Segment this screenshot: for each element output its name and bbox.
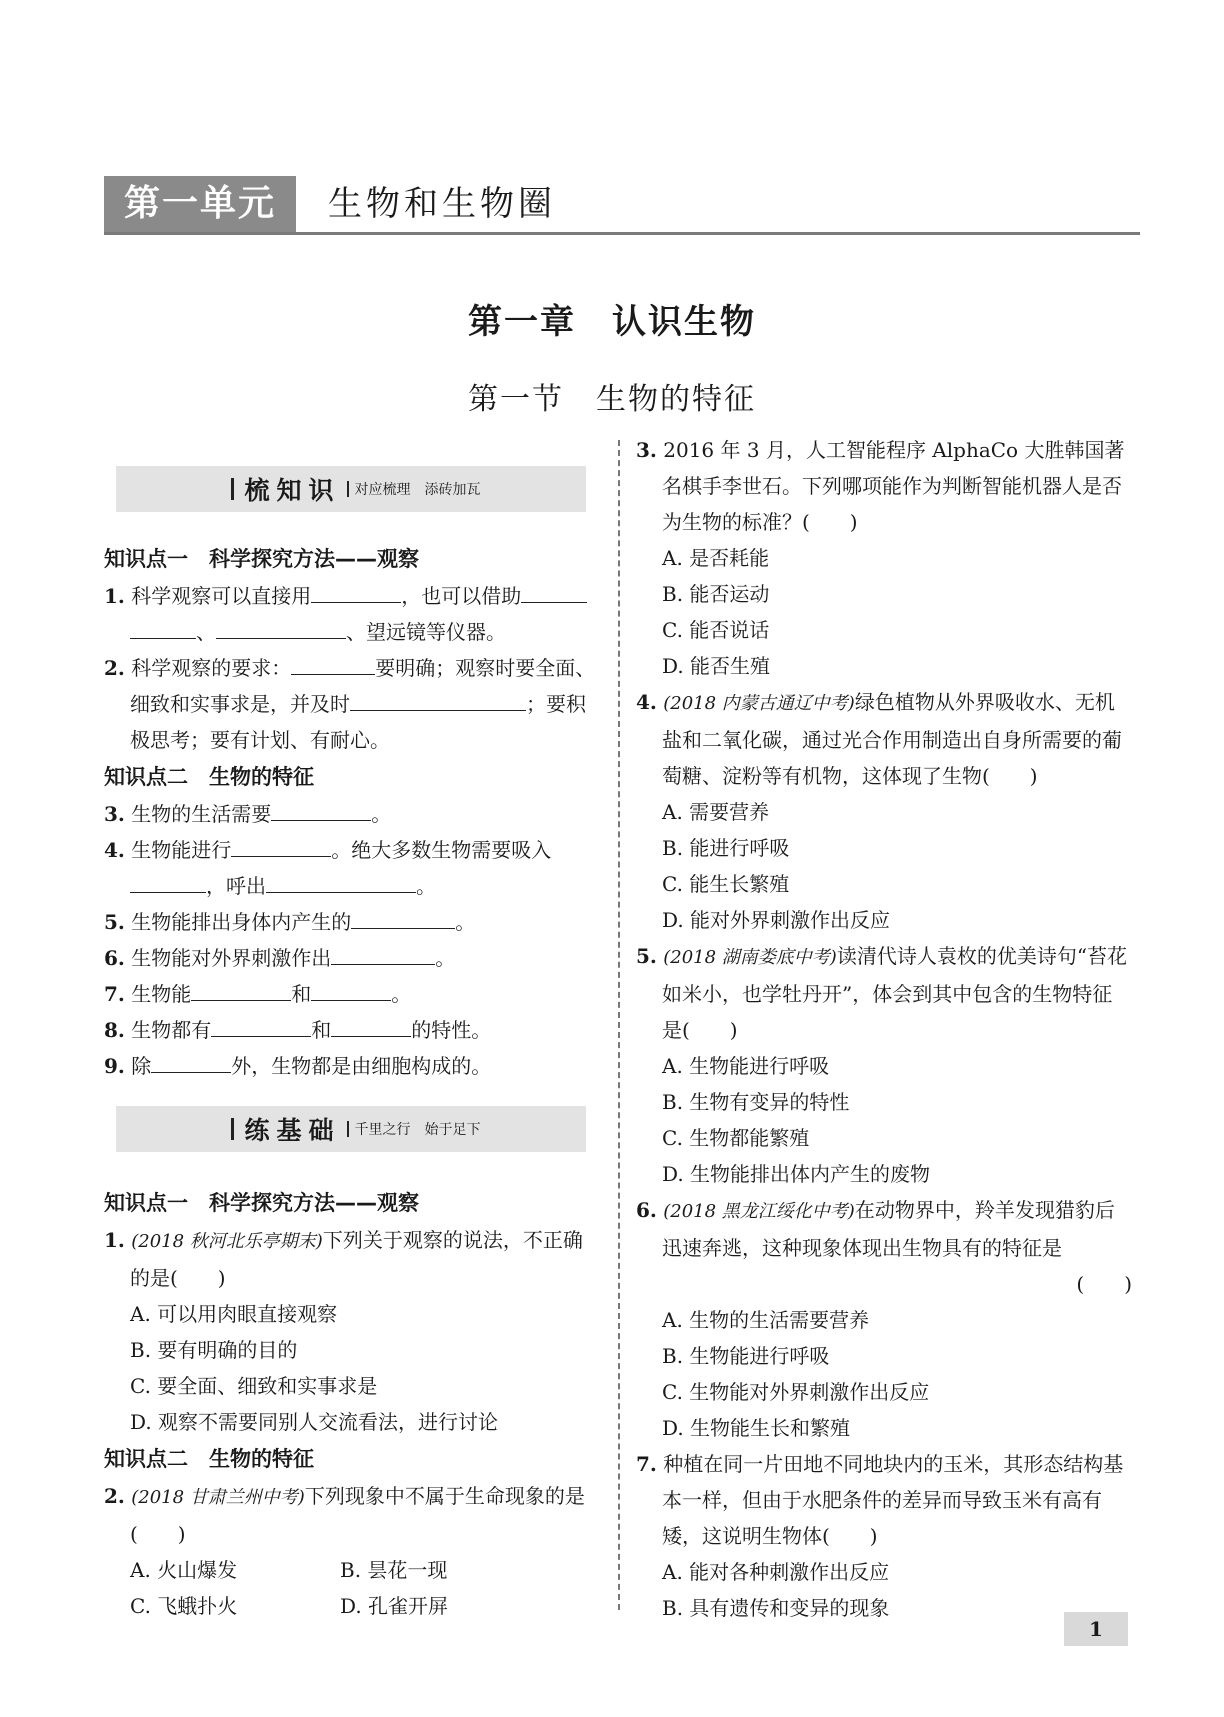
answer-blank[interactable] xyxy=(216,616,346,639)
answer-blank[interactable] xyxy=(351,906,455,929)
answer-blank[interactable] xyxy=(311,978,391,1001)
banner-bar xyxy=(347,1121,349,1137)
exercise-3 xyxy=(636,432,1132,540)
question-number: 1. xyxy=(104,584,125,608)
exercise-5 xyxy=(636,938,1132,1048)
question-text: 、望远镜等仪器。 xyxy=(346,620,506,644)
question-7 xyxy=(104,976,600,1012)
question-text: 科学观察可以直接用 xyxy=(131,584,312,608)
question-number: 1. xyxy=(104,1228,125,1252)
question-text: 、 xyxy=(196,620,216,644)
answer-blank[interactable] xyxy=(211,1014,311,1037)
banner-subtitle: 对应梳理 添砖加瓦 xyxy=(354,482,481,498)
option[interactable]: A. 火山爆发 xyxy=(130,1558,238,1582)
option[interactable]: A. 能对各种刺激作出反应 xyxy=(662,1560,890,1584)
option[interactable]: A. 可以用肉眼直接观察 xyxy=(130,1302,338,1326)
question-number: 6. xyxy=(636,1198,657,1222)
page-number: 1 xyxy=(1064,1612,1128,1646)
question-source: (2018 湖南娄底中考) xyxy=(663,947,837,968)
option[interactable]: C. 能否说话 xyxy=(662,618,770,642)
option[interactable]: D. 能对外界刺激作出反应 xyxy=(662,908,891,932)
question-text: 要明确；观察时要全面、细致和实事求是，并及时 xyxy=(130,656,596,716)
question-text: 和 xyxy=(291,982,312,1006)
question-text: 科学观察的要求： xyxy=(131,656,292,680)
option[interactable]: B. 能否运动 xyxy=(662,582,770,606)
question-1 xyxy=(104,578,600,650)
answer-blank[interactable] xyxy=(331,1014,411,1037)
chapter-title: 第一章 认识生物 xyxy=(468,302,756,342)
question-text: 生物都有 xyxy=(131,1018,212,1042)
option[interactable]: D. 能否生殖 xyxy=(662,654,771,678)
question-number: 4. xyxy=(104,838,125,862)
exercise-2 xyxy=(104,1478,600,1552)
question-8 xyxy=(104,1012,600,1048)
question-source: (2018 黑龙江绥化中考) xyxy=(663,1201,855,1222)
answer-blank[interactable] xyxy=(151,1050,231,1073)
option[interactable]: C. 飞蛾扑火 xyxy=(130,1594,238,1618)
unit-rule xyxy=(104,232,1140,235)
option[interactable]: C. 能生长繁殖 xyxy=(662,872,790,896)
answer-blank[interactable] xyxy=(191,978,291,1001)
question-text: 除 xyxy=(131,1054,152,1078)
question-text: ，呼出 xyxy=(206,874,266,898)
column-divider xyxy=(618,440,620,1610)
answer-blank[interactable] xyxy=(231,834,331,857)
question-text: 。 xyxy=(371,802,392,826)
question-source: (2018 内蒙古通辽中考) xyxy=(663,693,855,714)
banner-knowledge xyxy=(116,466,586,512)
option[interactable]: D. 生物能生长和繁殖 xyxy=(662,1416,851,1440)
question-text: 2016 年 3 月，人工智能程序 AlphaCo 大胜韩国著名棋手李世石。下列哪项能作为判断智能机器人是否为生物的标准？( ) xyxy=(662,438,1125,534)
option[interactable]: B. 生物能进行呼吸 xyxy=(662,1344,830,1368)
answer-blank[interactable] xyxy=(521,580,587,603)
question-text: 读清代诗人袁枚的优美诗句“苔花如米小，也学牡丹开”，体会到其中包含的生物特征是( ) xyxy=(662,944,1128,1042)
question-source: (2018 甘肃兰州中考) xyxy=(131,1487,305,1508)
question-text: 和 xyxy=(311,1018,332,1042)
question-text: 绿色植物从外界吸收水、无机盐和二氧化碳，通过光合作用制造出自身所需要的葡萄糖、淀粉等有机物，这体现了生物( ) xyxy=(662,690,1122,788)
question-number: 3. xyxy=(104,802,125,826)
option[interactable]: C. 生物能对外界刺激作出反应 xyxy=(662,1380,930,1404)
option-row xyxy=(104,1552,600,1588)
option[interactable]: C. 生物都能繁殖 xyxy=(662,1126,810,1150)
question-text: 。 xyxy=(455,910,476,934)
left-column-knowledge xyxy=(104,540,600,1084)
option[interactable]: D. 孔雀开屏 xyxy=(340,1594,449,1618)
question-text: 生物能 xyxy=(131,982,192,1006)
question-number: 4. xyxy=(636,690,657,714)
unit-header xyxy=(104,176,1140,236)
answer-blank[interactable] xyxy=(266,870,416,893)
question-number: 7. xyxy=(104,982,125,1006)
question-number: 2. xyxy=(104,656,125,680)
answer-blank[interactable] xyxy=(350,688,526,711)
question-number: 3. xyxy=(636,438,657,462)
banner-bar xyxy=(347,481,349,497)
option[interactable]: C. 要全面、细致和实事求是 xyxy=(130,1374,378,1398)
option[interactable]: A. 是否耗能 xyxy=(662,546,770,570)
question-text: 生物能排出身体内产生的 xyxy=(131,910,352,934)
exercise-6 xyxy=(636,1192,1132,1266)
question-text: 下列关于观察的说法，不正确的是( ) xyxy=(130,1228,583,1290)
question-number: 5. xyxy=(104,910,125,934)
option-row xyxy=(104,1588,600,1624)
question-text: 生物能对外界刺激作出 xyxy=(131,946,332,970)
question-5 xyxy=(104,904,600,940)
exercise-4 xyxy=(636,684,1132,794)
question-number: 2. xyxy=(104,1484,125,1508)
question-text: 的特性。 xyxy=(411,1018,492,1042)
banner-title: 练基础 xyxy=(244,1116,341,1145)
question-3 xyxy=(104,796,600,832)
knowledge-point-heading: 知识点一 科学探究方法——观察 xyxy=(104,1191,419,1215)
exercise-7 xyxy=(636,1446,1132,1554)
knowledge-point-heading: 知识点一 科学探究方法——观察 xyxy=(104,547,419,571)
question-number: 7. xyxy=(636,1452,657,1476)
unit-title: 生物和生物圈 xyxy=(328,184,556,224)
option[interactable]: B. 昙花一现 xyxy=(340,1558,448,1582)
banner-bar xyxy=(231,478,234,500)
option[interactable]: B. 具有遗传和变异的现象 xyxy=(662,1596,890,1620)
question-text: 。 xyxy=(391,982,412,1006)
answer-blank[interactable] xyxy=(311,580,401,603)
question-source: (2018 秋河北乐亭期末) xyxy=(131,1231,323,1252)
question-text: 在动物界中，羚羊发现猎豹后迅速奔逃，这种现象体现出生物具有的特征是 xyxy=(662,1198,1115,1260)
answer-paren[interactable]: ( ) xyxy=(1076,1272,1132,1296)
answer-blank[interactable] xyxy=(271,798,371,821)
question-4 xyxy=(104,832,600,904)
question-number: 6. xyxy=(104,946,125,970)
option[interactable]: A. 生物能进行呼吸 xyxy=(662,1054,830,1078)
knowledge-point-heading: 知识点二 生物的特征 xyxy=(104,765,314,789)
option[interactable]: B. 生物有变异的特性 xyxy=(662,1090,850,1114)
question-text: 。 xyxy=(416,874,436,898)
answer-blank[interactable] xyxy=(130,870,206,893)
question-number: 8. xyxy=(104,1018,125,1042)
question-text: ，也可以借助 xyxy=(401,584,522,608)
question-text: 种植在同一片田地不同地块内的玉米，其形态结构基本一样，但由于水肥条件的差异而导致玉米有高有矮，这说明生物体( ) xyxy=(662,1452,1124,1548)
question-6 xyxy=(104,940,600,976)
answer-blank[interactable] xyxy=(130,616,196,639)
exercise-1 xyxy=(104,1222,600,1296)
left-column-practice xyxy=(104,1184,600,1624)
banner-bar xyxy=(231,1118,234,1140)
question-text: 生物的生活需要 xyxy=(131,802,272,826)
question-text: ；要积极思考；要有计划、有耐心。 xyxy=(130,692,586,752)
answer-blank[interactable] xyxy=(331,942,435,965)
banner-title: 梳知识 xyxy=(244,476,341,505)
question-text: 外，生物都是由细胞构成的。 xyxy=(231,1054,492,1078)
unit-tag: 第一单元 xyxy=(104,176,296,232)
section-title: 第一节 生物的特征 xyxy=(468,382,756,417)
question-text: 。绝大多数生物需要吸入 xyxy=(331,838,552,862)
question-text: 生物能进行 xyxy=(131,838,232,862)
question-2 xyxy=(104,650,600,758)
knowledge-point-heading: 知识点二 生物的特征 xyxy=(104,1447,314,1471)
banner-subtitle: 千里之行 始于足下 xyxy=(354,1122,481,1138)
question-text: 。 xyxy=(435,946,456,970)
option[interactable]: B. 能进行呼吸 xyxy=(662,836,790,860)
question-text: 下列现象中不属于生命现象的是( ) xyxy=(130,1484,585,1546)
option[interactable]: A. 生物的生活需要营养 xyxy=(662,1308,870,1332)
right-column xyxy=(636,432,1132,1626)
question-number: 9. xyxy=(104,1054,125,1078)
question-9 xyxy=(104,1048,600,1084)
option[interactable]: A. 需要营养 xyxy=(662,800,770,824)
question-number: 5. xyxy=(636,944,657,968)
banner-practice xyxy=(116,1106,586,1152)
option[interactable]: D. 观察不需要同别人交流看法，进行讨论 xyxy=(130,1410,499,1434)
option[interactable]: D. 生物能排出体内产生的废物 xyxy=(662,1162,931,1186)
answer-blank[interactable] xyxy=(291,652,375,675)
option[interactable]: B. 要有明确的目的 xyxy=(130,1338,298,1362)
